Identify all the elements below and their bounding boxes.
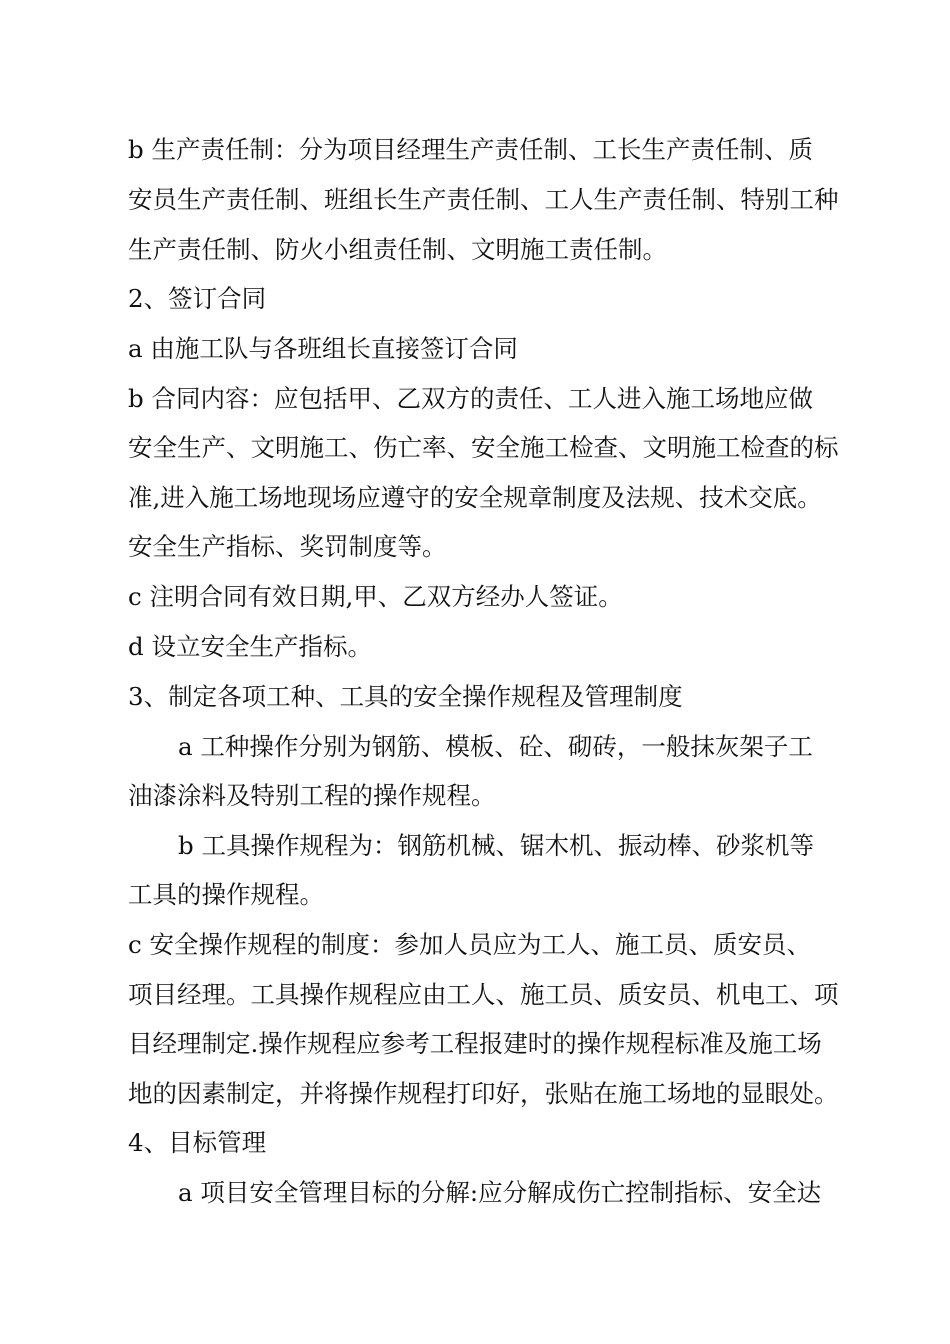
text-line: a 项目安全管理目标的分解:应分解成伤亡控制指标、安全达: [178, 1178, 822, 1207]
text-line: 准,进入施工场地现场应遵守的安全规章制度及法规、技术交底。: [128, 483, 822, 512]
text-line: c 安全操作规程的制度：参加人员应为工人、施工员、质安员、: [128, 930, 812, 959]
section-heading: 2、签订合同: [128, 284, 267, 313]
text-line: 安员生产责任制、班组长生产责任制、工人生产责任制、特别工种: [128, 185, 839, 214]
text-line: c 注明合同有效日期,甲、乙双方经办人签证。: [128, 582, 623, 611]
text-line: 油漆涂料及特别工程的操作规程。: [128, 781, 496, 810]
text-line: b 合同内容：应包括甲、乙双方的责任、工人进入施工场地应做: [128, 384, 813, 413]
text-line: b 工具操作规程为：钢筋机械、锯木机、振动棒、砂浆机等: [178, 831, 814, 860]
text-line: a 工种操作分别为钢筋、模板、砼、砌砖，一般抹灰架子工: [178, 732, 813, 761]
text-line: 生产责任制、防火小组责任制、文明施工责任制。: [128, 235, 667, 264]
text-line: 目经理制定.操作规程应参考工程报建时的操作规程标准及施工场: [128, 1029, 822, 1058]
text-line: 安全生产、文明施工、伤亡率、安全施工检查、文明施工检查的标: [128, 433, 839, 462]
section-heading: 4、目标管理: [128, 1128, 267, 1157]
text-line: d 设立安全生产指标。: [128, 632, 372, 661]
text-line: 安全生产指标、奖罚制度等。: [128, 532, 447, 561]
text-line: b 生产责任制：分为项目经理生产责任制、工长生产责任制、质: [128, 135, 813, 164]
text-line: 项目经理。工具操作规程应由工人、施工员、质安员、机电工、项: [128, 980, 839, 1009]
text-line: a 由施工队与各班组长直接签订合同: [128, 334, 518, 363]
text-line: 工具的操作规程。: [128, 880, 324, 909]
text-line: 地的因素制定，并将操作规程打印好，张贴在施工场地的显眼处。: [128, 1079, 839, 1108]
section-heading: 3、制定各项工种、工具的安全操作规程及管理制度: [128, 682, 683, 711]
